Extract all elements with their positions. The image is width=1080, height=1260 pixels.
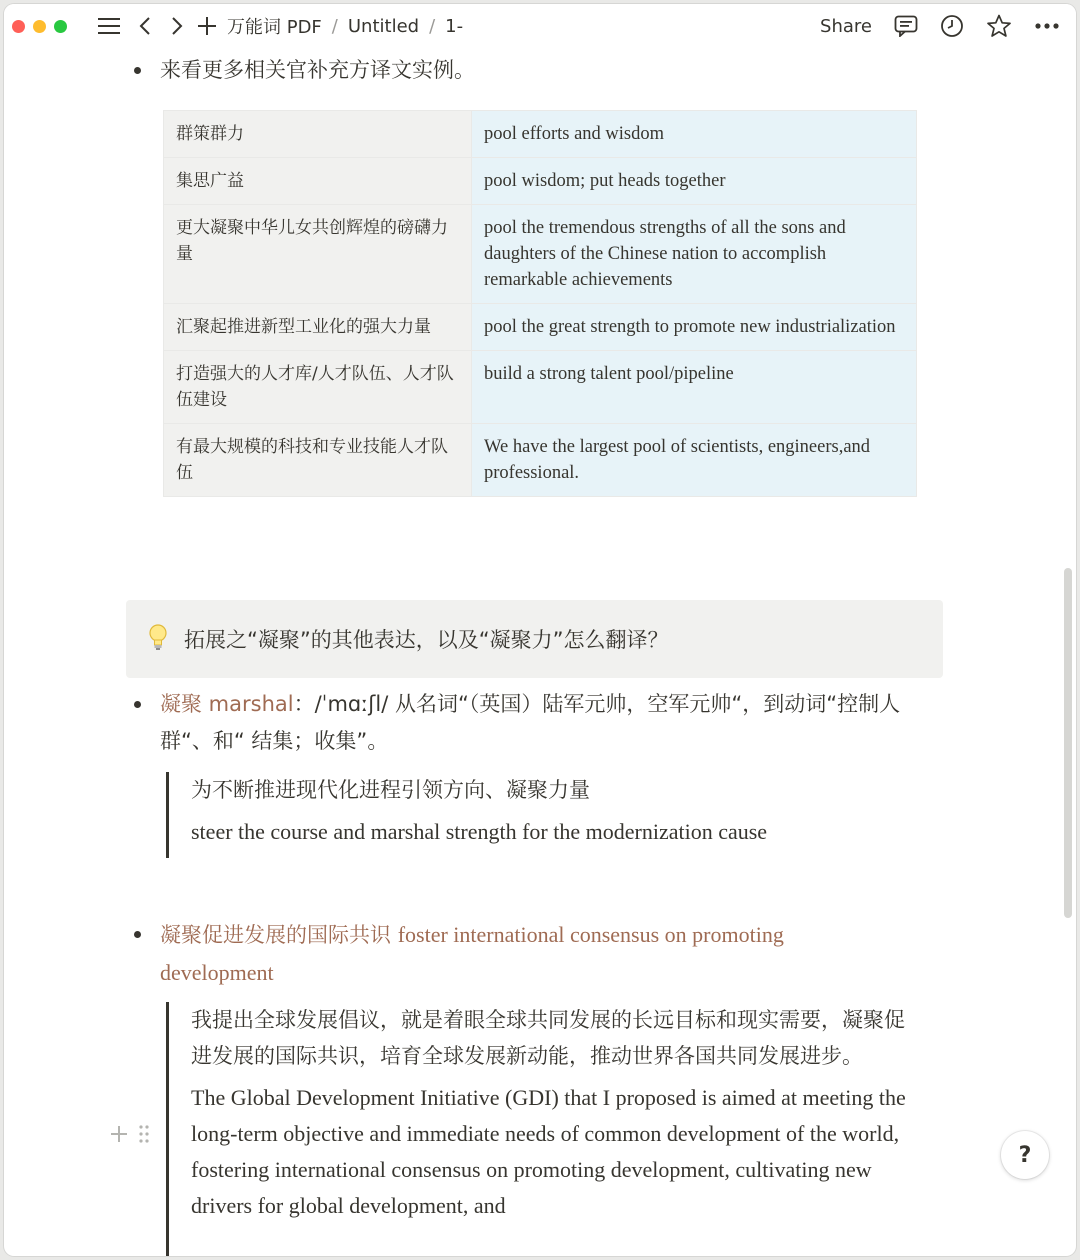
table-row: [164, 205, 917, 304]
quote-zh: 为不断推进现代化进程引领方向、凝聚力量: [191, 778, 590, 802]
list-item: [134, 52, 475, 89]
hamburger-menu-icon[interactable]: [97, 16, 121, 36]
table-cell-en[interactable]: We have the largest pool of scientists, engineers,and professional.: [472, 424, 917, 497]
table-cell-zh[interactable]: 打造强大的人才库/人才队伍、人才队伍建设: [164, 351, 472, 424]
terms-table: [163, 110, 917, 497]
clock-icon[interactable]: [940, 14, 964, 38]
breadcrumb-item[interactable]: 1-: [445, 15, 464, 37]
list-item-text: [160, 686, 944, 760]
bullet-marker: [134, 701, 141, 708]
table-cell-en[interactable]: pool wisdom; put heads together: [472, 158, 917, 205]
breadcrumb: [227, 13, 463, 39]
maximize-window-button[interactable]: [54, 20, 67, 33]
plus-icon[interactable]: [197, 16, 217, 36]
table-cell-zh[interactable]: 集思广益: [164, 158, 472, 205]
title-bar: [4, 4, 1076, 48]
window-controls: [12, 20, 67, 33]
chevron-right-icon[interactable]: [169, 16, 185, 36]
quote-zh: 我提出全球发展倡议，就是着眼全球共同发展的长远目标和现实需要，凝聚促进发展的国际共识，培育全球发展新动能，推动世界各国共同发展进步。: [191, 1008, 905, 1068]
table-cell-zh[interactable]: 有最大规模的科技和专业技能人才队伍: [164, 424, 472, 497]
close-window-button[interactable]: [12, 20, 25, 33]
help-button[interactable]: ?: [1001, 1131, 1049, 1179]
quote-en: steer the course and marshal strength for the modernization cause: [191, 819, 768, 844]
highlight-term-zh: 凝聚促进发展的国际共识: [160, 923, 391, 947]
block-handle: [110, 1124, 150, 1148]
table-cell-zh[interactable]: 汇聚起推进新型工业化的强大力量: [164, 304, 472, 351]
table-cell-en[interactable]: build a strong talent pool/pipeline: [472, 351, 917, 424]
list-item: [134, 686, 944, 760]
callout-block: [126, 600, 943, 678]
breadcrumb-separator: /: [429, 15, 436, 37]
bullet-marker: [134, 67, 141, 74]
breadcrumb-item[interactable]: Untitled: [347, 15, 420, 37]
term-definition: ：/ˈmɑːʃl/ 从名词“（英国）陆军元帅，空军元帅“，到动词“控制人群“、和“ 结集；收集”。: [160, 692, 901, 753]
add-block-plus-icon[interactable]: [110, 1125, 128, 1147]
scrollbar[interactable]: [1064, 568, 1072, 918]
table-cell-en[interactable]: pool the tremendous strengths of all the sons and daughters of the Chinese nation to accomplish remarkable achievements: [472, 205, 917, 304]
toolbar-right: [820, 14, 1060, 38]
highlight-term: 凝聚 marshal: [160, 692, 294, 716]
highlight-term-en: foster international consensus on promoting development: [160, 922, 784, 985]
table-cell-en[interactable]: pool efforts and wisdom: [472, 111, 917, 158]
star-icon[interactable]: [986, 14, 1012, 38]
breadcrumb-item[interactable]: 万能词 PDF: [227, 17, 322, 38]
drag-handle-icon[interactable]: [138, 1124, 150, 1148]
callout-text: 拓展之“凝聚”的其他表达，以及“凝聚力”怎么翻译？: [184, 628, 669, 652]
more-dots-icon[interactable]: [1034, 22, 1060, 30]
list-item: [134, 916, 874, 992]
table-cell-en[interactable]: pool the great strength to promote new industrialization: [472, 304, 917, 351]
app-window: [4, 4, 1076, 1256]
table-row: [164, 351, 917, 424]
bullet-marker: [134, 931, 141, 938]
list-item-text: [160, 916, 874, 992]
page-content: [4, 48, 1076, 1256]
table-cell-zh[interactable]: 群策群力: [164, 111, 472, 158]
table-row: [164, 111, 917, 158]
table-cell-zh[interactable]: 更大凝聚中华儿女共创辉煌的磅礴力量: [164, 205, 472, 304]
quote-block: [166, 772, 906, 858]
quote-block: [166, 1002, 918, 1256]
table-row: [164, 424, 917, 497]
table-row: [164, 304, 917, 351]
share-button[interactable]: Share: [820, 15, 872, 37]
lightbulb-icon: [148, 623, 168, 656]
minimize-window-button[interactable]: [33, 20, 46, 33]
list-item-text: 来看更多相关官补充方译文实例。: [160, 58, 475, 82]
quote-en: The Global Development Initiative (GDI) that I proposed is aimed at meeting the long-term objective and immediate needs of common development of the world, fostering international consensus on promoting development, cultivating new drivers for global development, and: [191, 1085, 906, 1218]
table-row: [164, 158, 917, 205]
comment-icon[interactable]: [894, 15, 918, 37]
chevron-left-icon[interactable]: [137, 16, 153, 36]
breadcrumb-separator: /: [331, 15, 338, 37]
